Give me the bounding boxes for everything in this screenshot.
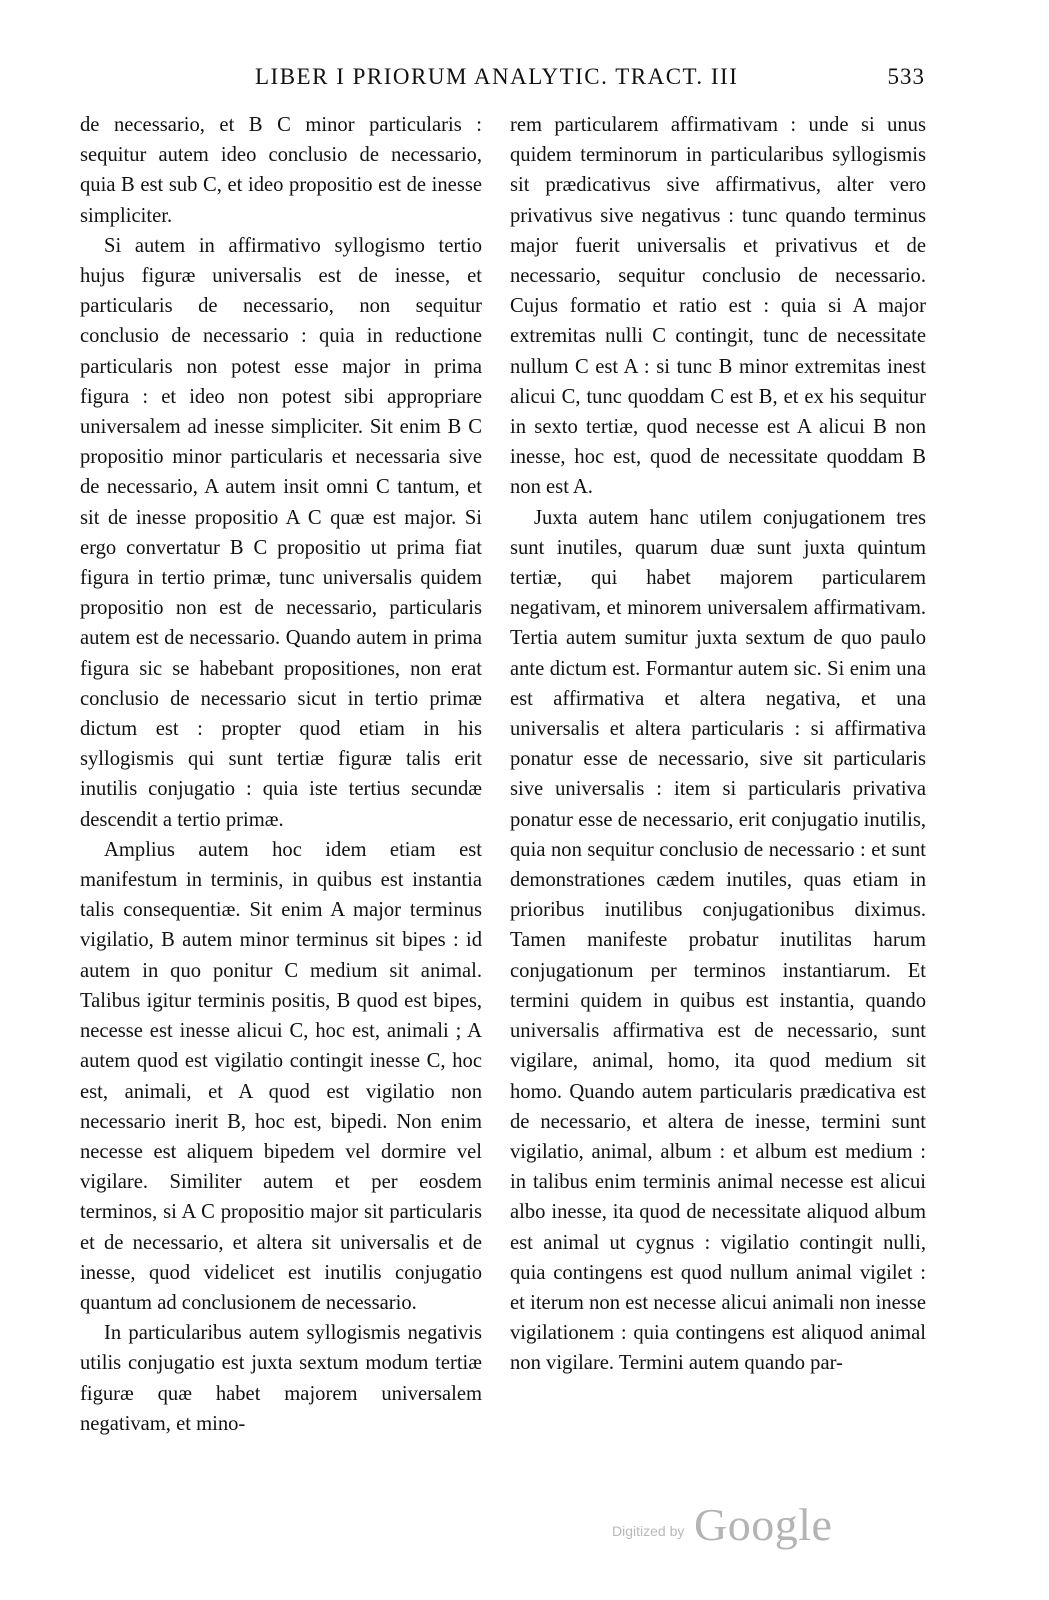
paragraph: Amplius autem hoc idem etiam est manifestum in terminis, in quibus est instantia talis consequentiæ. Sit enim A major terminus vigilatio, B autem minor terminus sit bipes : id autem in quo ponitur C medium sit animal. Talibus igitur terminis positis, B quod est bipes, necesse est inesse alicui C, hoc est, animali ; A autem quod est vigilatio contingit inesse C, hoc est, animali, et A quod est vigilatio non necessario inerit B, hoc est, bipedi. Non enim necesse est aliquem bipedem vel dormire vel vigilare. Similiter autem et per eosdem terminos, si A C propositio major sit particularis et de necessario, et altera sit universalis et de inesse, quod videlicet est inutilis conjugatio quantum ad conclusionem de necessario. (80, 838, 482, 1314)
paragraph: de necessario, et B C minor particularis : sequitur autem ideo conclusio de necessario, quia B est sub C, et ideo propositio est de inesse simpliciter. (80, 114, 482, 227)
right-column (510, 110, 926, 1379)
left-column (80, 110, 482, 1439)
digitization-watermark (612, 1500, 912, 1560)
running-title: LIBER I PRIORUM ANALYTIC. TRACT. III (255, 64, 739, 89)
paragraph: In particularibus autem syllogismis negativis utilis conjugatio est juxta sextum modum tertiæ figuræ quæ habet majorem universalem negativam, et mino- (80, 1322, 482, 1435)
digitized-by-label: Digitized by (612, 1523, 685, 1539)
page-header (80, 60, 925, 100)
page-number: 533 (887, 64, 925, 89)
google-logo: Google (694, 1499, 833, 1550)
paragraph: rem particularem affirmativam : unde si unus quidem terminorum in particularibus syllogismis sit prædicativus sive affirmativus, alter vero privativus sive negativus : tunc quando terminus major fuerit universalis et privativus et de necessario, sequitur conclusio de necessario. Cujus formatio et ratio est : quia si A major extremitas nulli C contingit, tunc de necessitate nullum C est A : si tunc B minor extremitas inest alicui C, tunc quoddam C est B, et ex his sequitur in sexto tertiæ, quod necesse est A alicui B non inesse, hoc est, quod de necessitate quoddam B non est A. (510, 114, 926, 499)
paragraph: Juxta autem hanc utilem conjugationem tres sunt inutiles, quarum duæ sunt juxta quintum tertiæ, qui habet majorem particularem negativam, et minorem universalem affirmativam. Tertia autem sumitur juxta sextum de quo paulo ante dictum est. Formantur autem sic. Si enim una est affirmativa et altera negativa, et una universalis et altera particularis : si affirmativa ponatur esse de necessario, sive sit particularis sive universalis : item si particularis privativa ponatur esse de necessario, erit conjugatio inutilis, quia non sequitur conclusio de necessario : et sunt demonstrationes cædem inutiles, quas etiam in prioribus inutilibus conjugationibus diximus. Tamen manifeste probatur inutilitas harum conjugationum per terminos instantiarum. Et termini quidem in quibus est instantia, quando universalis affirmativa est de necessario, sunt vigilare, animal, homo, ita quod medium sit homo. Quando autem particularis prædicativa est de necessario, et altera de inesse, termini sunt vigilatio, animal, album : et album est medium : in talibus enim terminis animal necesse est alicui albo inesse, ita quod de necessitate aliquod album est animal ut cygnus : vigilatio contingit nulli, quia contingens est quod nullum animal vigilet : et iterum non est necesse alicui animali non inesse vigilationem : quia contingens est aliquod animal non vigilare. Termini autem quando par- (510, 506, 926, 1375)
paragraph: Si autem in affirmativo syllogismo tertio hujus figuræ universalis est de inesse, et particularis de necessario, non sequitur conclusio de necessario : quia in reductione particularis non potest esse major in prima figura : et ideo non potest sibi appropriare universalem ad inesse simpliciter. Sit enim B C propositio minor particularis et necessaria sive de necessario, A autem insit omni C tantum, et sit de inesse propositio A C quæ est major. Si ergo convertatur B C propositio ut prima fiat figura in tertio primæ, tunc universalis quidem propositio non est de necessario, particularis autem est de necessario. Quando autem in prima figura sic se habebant propositiones, non erat conclusio de necessario sicut in tertio primæ dictum est : propter quod etiam in his syllogismis qui sunt tertiæ figuræ talis erit inutilis conjugatio : quia iste tertius secundæ descendit a tertio primæ. (80, 234, 482, 831)
